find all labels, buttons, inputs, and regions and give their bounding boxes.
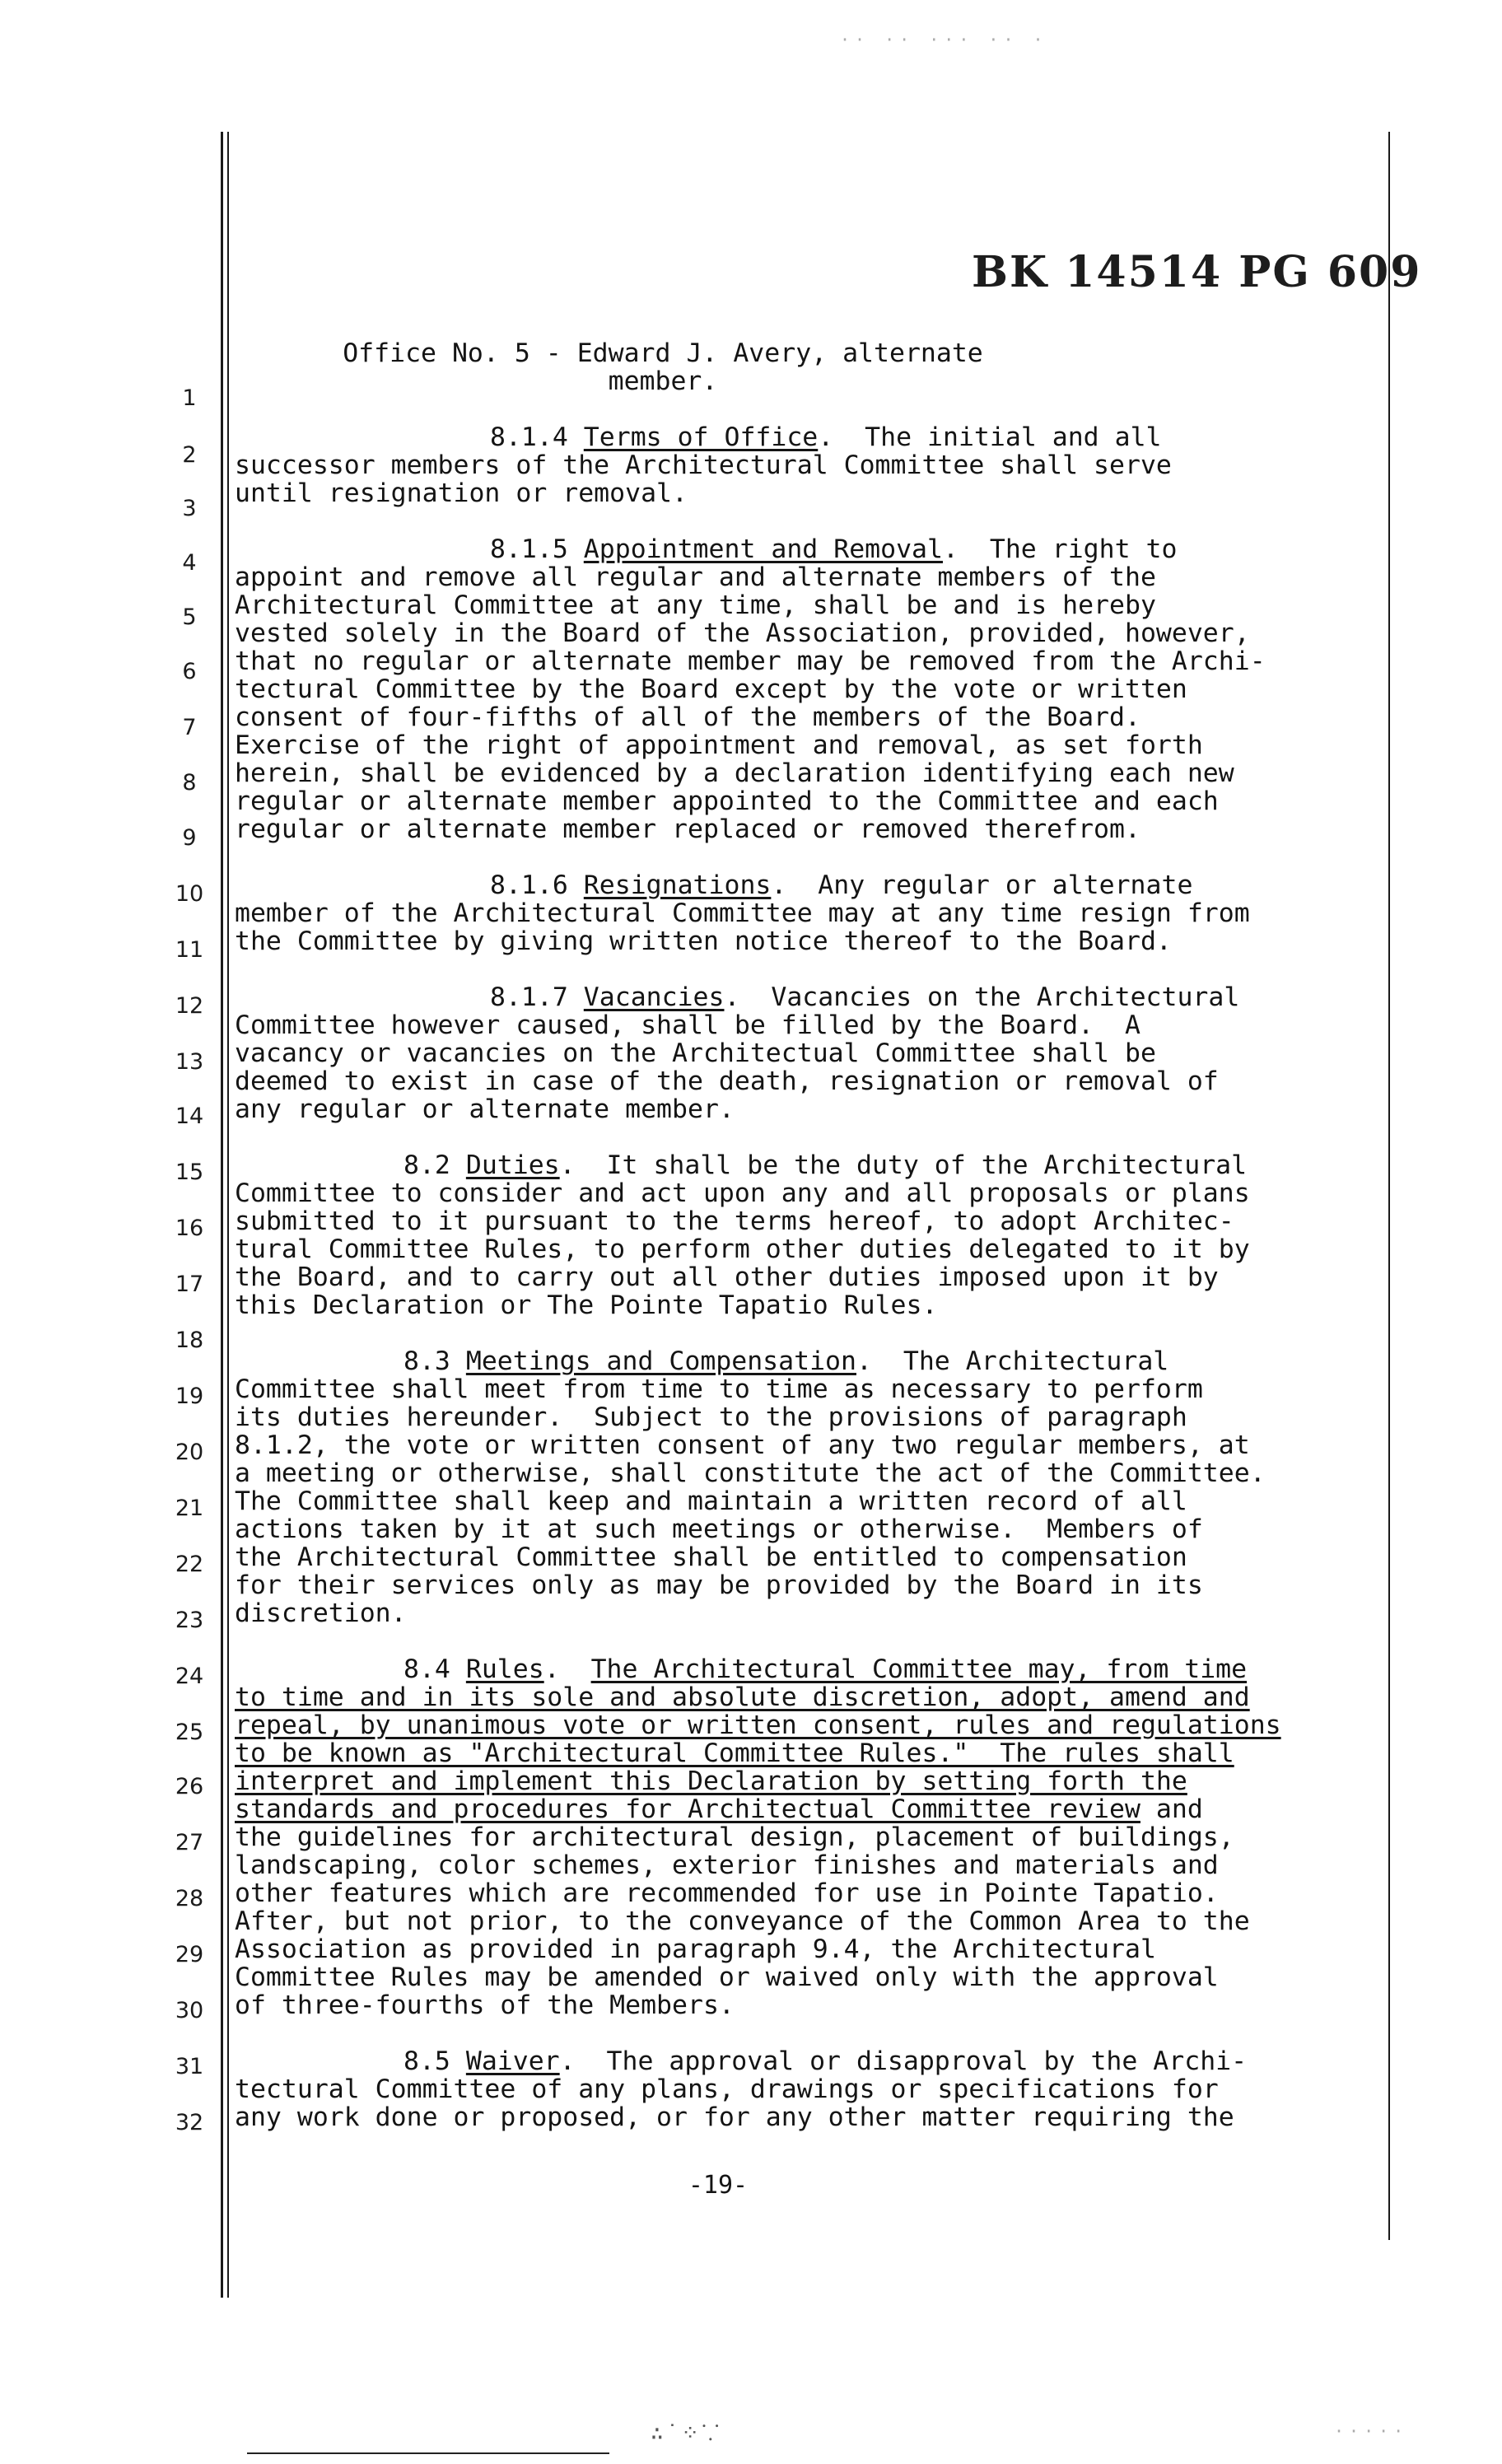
text-line: herein, shall be evidenced by a declaration identifying each new — [235, 758, 1234, 788]
underlined-text: Vacancies — [583, 982, 725, 1012]
line-number: 16 — [175, 1216, 204, 1241]
left-margin-rule-outer — [221, 132, 223, 2298]
text-line: Exercise of the right of appointment and removal, as set forth — [235, 730, 1203, 760]
text-line: Committee however caused, shall be filled by the Board. A — [235, 1010, 1140, 1040]
underlined-text: Resignations — [583, 870, 772, 900]
page-number — [0, 2171, 1502, 2200]
text-line: other features which are recommended for use in Pointe Tapatio. — [235, 1878, 1219, 1908]
line-number: 23 — [175, 1608, 204, 1633]
record-number: BK 14514 PG 609 — [972, 247, 1422, 297]
text-line: regular or alternate member replaced or removed therefrom. — [235, 814, 1140, 844]
text-line: 8.4 Rules. The Architectural Committee may, from time — [403, 1654, 1248, 1684]
text-line: of three-fourths of the Members. — [235, 1990, 735, 2020]
bottom-rule — [247, 2452, 609, 2454]
text-line: Architectural Committee at any time, shall be and is hereby — [235, 590, 1156, 620]
text-line: successor members of the Architectural Committee shall serve — [235, 450, 1172, 480]
underlined-text: interpret and implement this Declaration by setting forth the — [235, 1766, 1187, 1796]
scan-dots-top: ·· ·· ··· ·· · — [840, 30, 1048, 49]
line-number: 27 — [175, 1830, 204, 1855]
line-number: 22 — [175, 1552, 204, 1577]
line-number: 3 — [182, 496, 197, 521]
text-line: 8.5 Waiver. The approval or disapproval by the Archi- — [403, 2046, 1248, 2076]
left-margin-rule-inner — [227, 132, 229, 2298]
line-number: 9 — [182, 825, 197, 851]
underlined-text: repeal, by unanimous vote or written consent, rules and regulations — [235, 1710, 1281, 1740]
text-line: actions taken by it at such meetings or otherwise. Members of — [235, 1514, 1203, 1544]
line-number: 5 — [182, 604, 197, 630]
text-line: vacancy or vacancies on the Architectual Committee shall be — [235, 1038, 1156, 1068]
text-line: member of the Architectural Committee may at any time resign from — [235, 898, 1250, 928]
text-line — [235, 1711, 1281, 1739]
line-number: 26 — [175, 1774, 204, 1799]
text-line: tural Committee Rules, to perform other duties delegated to it by — [235, 1234, 1250, 1264]
line-number: 31 — [175, 2054, 204, 2079]
text-line: submitted to it pursuant to the terms hereof, to adopt Architec- — [235, 1206, 1234, 1236]
text-line: Committee to consider and act upon any and all proposals or plans — [235, 1178, 1250, 1208]
text-line: 8.1.5 Appointment and Removal. The right to — [490, 534, 1178, 564]
text-line: for their services only as may be provided by the Board in its — [235, 1570, 1203, 1600]
text-line: The Committee shall keep and maintain a written record of all — [235, 1486, 1187, 1516]
page-number-text: -19- — [688, 2171, 749, 2200]
text-line: the guidelines for architectural design, placement of buildings, — [235, 1822, 1234, 1852]
text-line: 8.2 Duties. It shall be the duty of the Architectural — [403, 1150, 1248, 1180]
underlined-text: standards and procedures for Architectual Committee review — [235, 1794, 1140, 1824]
text-line: After, but not prior, to the conveyance of the Common Area to the — [235, 1906, 1250, 1936]
text-line: a meeting or otherwise, shall constitute the act of the Committee. — [235, 1458, 1266, 1488]
scan-dots-bottom: ····· — [1334, 2421, 1409, 2441]
underlined-text: Meetings and Compensation — [465, 1346, 856, 1376]
line-number: 13 — [175, 1049, 204, 1075]
text-line: Association as provided in paragraph 9.4, the Architectural — [235, 1934, 1156, 1964]
text-line: deemed to exist in case of the death, resignation or removal of — [235, 1066, 1219, 1096]
text-line — [235, 1767, 1187, 1795]
text-line: Committee Rules may be amended or waived only with the approval — [235, 1962, 1219, 1992]
line-number: 20 — [175, 1440, 204, 1465]
line-number: 19 — [175, 1384, 204, 1409]
text-line: consent of four-fifths of all of the members of the Board. — [235, 702, 1140, 732]
text-line: appoint and remove all regular and alternate members of the — [235, 562, 1156, 592]
line-number: 24 — [175, 1664, 204, 1689]
line-number: 8 — [182, 770, 197, 796]
text-line: this Declaration or The Pointe Tapatio Rules. — [235, 1290, 938, 1320]
text-line: 8.1.7 Vacancies. Vacancies on the Architectural — [490, 982, 1240, 1012]
underlined-text: Duties — [465, 1150, 560, 1180]
line-number: 21 — [175, 1496, 204, 1521]
text-line: member. — [608, 366, 718, 396]
text-line: landscaping, color schemes, exterior finishes and materials and — [235, 1850, 1219, 1880]
text-line: Committee shall meet from time to time as necessary to perform — [235, 1374, 1203, 1404]
line-number: 29 — [175, 1942, 204, 1967]
underlined-text: to time and in its sole and absolute discretion, adopt, amend and — [235, 1682, 1250, 1712]
line-number: 18 — [175, 1328, 204, 1353]
line-number: 25 — [175, 1720, 204, 1745]
right-margin-rule — [1388, 132, 1390, 2240]
underlined-text: Waiver — [465, 2046, 560, 2076]
line-number: 17 — [175, 1272, 204, 1297]
text-line: 8.3 Meetings and Compensation. The Architectural — [403, 1346, 1169, 1376]
underlined-text: Terms of Office — [583, 422, 819, 452]
line-number: 32 — [175, 2110, 204, 2135]
text-line: 8.1.6 Resignations. Any regular or alternate — [490, 870, 1193, 900]
text-line — [235, 1739, 1234, 1767]
text-line: tectural Committee by the Board except by the vote or written — [235, 674, 1187, 704]
text-line: any work done or proposed, or for any other matter requiring the — [235, 2102, 1234, 2132]
underlined-text: Appointment and Removal — [583, 534, 943, 564]
line-number: 12 — [175, 993, 204, 1019]
text-line: Office No. 5 - Edward J. Avery, alternate — [343, 338, 983, 368]
underlined-text: Rules — [465, 1654, 544, 1684]
underlined-text: to be known as "Architectural Committee Rules." The rules shall — [235, 1738, 1234, 1768]
text-line — [235, 1683, 1250, 1711]
line-number: 30 — [175, 1998, 204, 2023]
text-line: tectural Committee of any plans, drawings or specifications for — [235, 2074, 1219, 2104]
text-line: its duties hereunder. Subject to the provisions of paragraph — [235, 1402, 1187, 1432]
underlined-text: The Architectural Committee may, from time — [590, 1654, 1248, 1684]
line-number: 15 — [175, 1160, 204, 1185]
text-line: discretion. — [235, 1598, 407, 1628]
line-number: 28 — [175, 1886, 204, 1911]
line-number: 2 — [182, 442, 197, 468]
line-number: 10 — [175, 881, 204, 907]
line-number: 11 — [175, 937, 204, 963]
line-number: 6 — [182, 659, 197, 684]
line-number: 14 — [175, 1104, 204, 1129]
text-line: until resignation or removal. — [235, 478, 688, 508]
line-number: 4 — [182, 550, 197, 576]
line-number: 7 — [182, 715, 197, 740]
text-line: the Committee by giving written notice thereof to the Board. — [235, 926, 1172, 956]
text-line: 8.1.4 Terms of Office. The initial and all — [490, 422, 1162, 452]
text-line: that no regular or alternate member may be removed from the Archi- — [235, 646, 1266, 676]
text-line: the Board, and to carry out all other duties imposed upon it by — [235, 1262, 1219, 1292]
text-line: vested solely in the Board of the Association, provided, however, — [235, 618, 1250, 648]
scan-specks: ∴˙⁘⸪ — [651, 2421, 722, 2446]
text-line: standards and procedures for Architectual Committee review and — [235, 1794, 1203, 1824]
text-line: the Architectural Committee shall be entitled to compensation — [235, 1542, 1187, 1572]
text-line: 8.1.2, the vote or written consent of any two regular members, at — [235, 1430, 1250, 1460]
text-line: regular or alternate member appointed to the Committee and each — [235, 786, 1219, 816]
line-number: 1 — [182, 385, 197, 411]
text-line: any regular or alternate member. — [235, 1094, 735, 1124]
